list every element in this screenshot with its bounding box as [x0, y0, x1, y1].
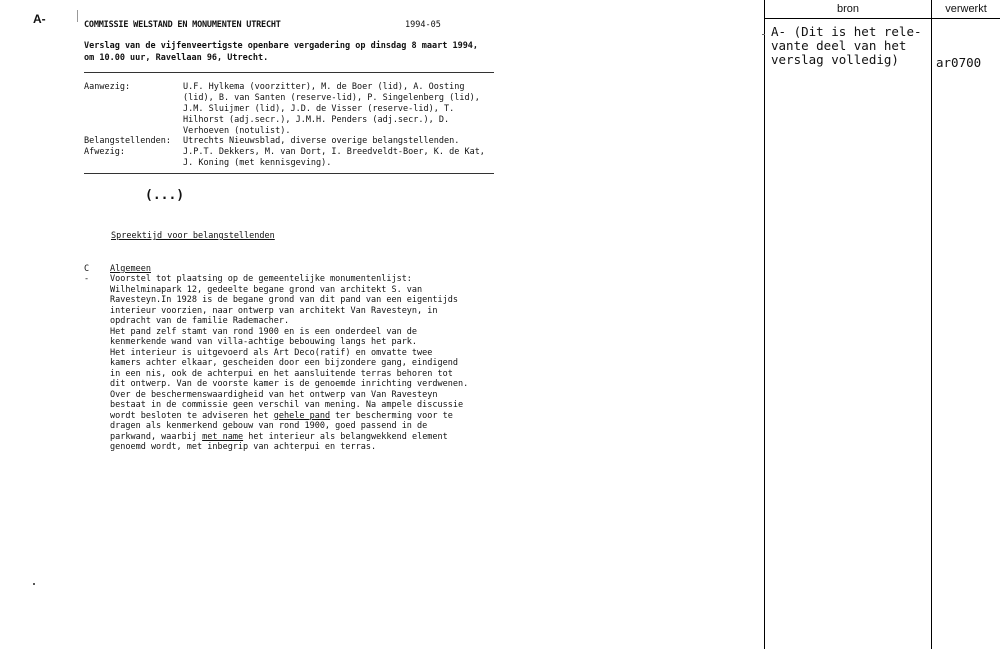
underlined-phrase: gehele pand — [273, 410, 331, 421]
column-header-bron: bron — [836, 3, 860, 15]
verwerkt-code: ar0700 — [936, 55, 982, 70]
body-line — [110, 411, 490, 422]
body-line — [110, 432, 490, 443]
absent-label: Afwezig: — [84, 147, 125, 157]
body-line: interieur voorzien, naar ontwerp van architekt Van Ravesteyn, in — [110, 305, 438, 316]
present-line: J.M. Sluijmer (lid), J.D. de Visser (reserve-lid), T. — [183, 104, 455, 114]
body-line: in een nis, ook de achterpui en het aansluitende terras behoren tot — [110, 368, 453, 379]
body-line: Ravesteyn.In 1928 is de begane grond van dit pand van een eigentijds — [110, 295, 458, 305]
body-line: Over de beschermenswaardigheid van het ontwerp van Van Ravesteyn — [110, 389, 438, 400]
underlined-phrase: met name — [202, 431, 244, 442]
section-body — [110, 274, 490, 453]
bron-note-line: vante deel van het — [771, 38, 907, 53]
margin-tick — [762, 34, 765, 35]
body-line: bestaat in de commissie geen verschil van mening. Na ampele discussie — [110, 400, 464, 410]
body-line: dit ontwerp. Van de voorste kamer is de genoemde inrichting verdwenen. — [110, 379, 469, 389]
section-dash: - — [84, 274, 90, 284]
present-line: U.F. Hylkema (voorzitter), M. de Boer (lid), A. Oosting — [183, 82, 465, 92]
column-header-verwerkt: verwerkt — [945, 3, 987, 15]
document-title-line: Verslag van de vijfenveertigste openbare vergadering op dinsdag 8 maart 1994, — [84, 41, 479, 51]
margin-tick — [77, 10, 78, 22]
body-text-fragment: ter bescherming voor te — [330, 410, 453, 421]
body-line: Het pand zelf stamt van rond 1900 en is een onderdeel van de — [110, 326, 418, 337]
section-heading: Algemeen — [110, 264, 151, 274]
body-text-fragment: het interieur als belangwekkend element — [243, 431, 448, 442]
present-list — [183, 82, 503, 137]
body-text-fragment: parkwand, waarbij — [110, 431, 203, 442]
stakeholders-label: Belangstellenden: — [84, 136, 171, 146]
bron-note-line: verslag volledig) — [771, 52, 899, 67]
header-organization: COMMISSIE WELSTAND EN MONUMENTEN UTRECHT — [84, 20, 281, 30]
divider — [84, 72, 494, 73]
body-text-fragment: wordt besloten te adviseren het — [110, 410, 274, 421]
bron-note-line: A- (Dit is het rele- — [771, 24, 922, 39]
absent-list — [183, 147, 503, 169]
present-line: (lid), B. van Santen (reserve-lid), P. Singelenberg (lid), — [183, 93, 480, 103]
omission-ellipsis: (...) — [145, 188, 185, 203]
body-line: genoemd wordt, met inbegrip van achterpui en terras. — [110, 442, 377, 452]
divider — [84, 173, 494, 174]
section-title: Spreektijd voor belangstellenden — [111, 231, 275, 241]
scan-speck — [33, 583, 35, 585]
body-line: dragen als kenmerkend gebouw van rond 1900, goed passend in de — [110, 421, 428, 431]
body-line: opdracht van de familie Rademacher. — [110, 316, 290, 326]
document-title — [84, 40, 504, 64]
stakeholders-value: Utrechts Nieuwsblad, diverse overige belangstellenden. — [183, 136, 460, 146]
body-line: Wilhelminapark 12, gedeelte begane grond van architekt S. van — [110, 284, 423, 295]
document-title-line: om 10.00 uur, Ravellaan 96, Utrecht. — [84, 53, 269, 63]
table-border-middle — [931, 0, 932, 649]
present-line: Verhoeven (notulist). — [183, 126, 291, 136]
page-marker: A- — [33, 12, 46, 26]
body-line: Het interieur is uitgevoerd als Art Deco(ratif) en omvatte twee — [110, 347, 433, 358]
bron-note — [771, 25, 929, 67]
header-reference: 1994-05 — [405, 20, 441, 30]
absent-line: J.P.T. Dekkers, M. van Dort, I. Breedveldt-Boer, K. de Kat, — [183, 147, 485, 157]
body-line: kenmerkende wand van villa-achtige bebouwing langs het park. — [110, 337, 418, 347]
body-line: Voorstel tot plaatsing op de gemeentelijke monumentenlijst: — [110, 274, 412, 284]
absent-line: J. Koning (met kennisgeving). — [183, 158, 332, 168]
present-line: Hilhorst (adj.secr.), J.M.H. Penders (adj.secr.), D. — [183, 115, 450, 125]
table-border-left — [764, 0, 765, 649]
body-line: kamers achter elkaar, gescheiden door een bijzondere gang, eindigend — [110, 358, 458, 368]
section-letter: C — [84, 264, 90, 274]
table-header-rule — [764, 18, 1000, 19]
present-label: Aanwezig: — [84, 82, 131, 92]
